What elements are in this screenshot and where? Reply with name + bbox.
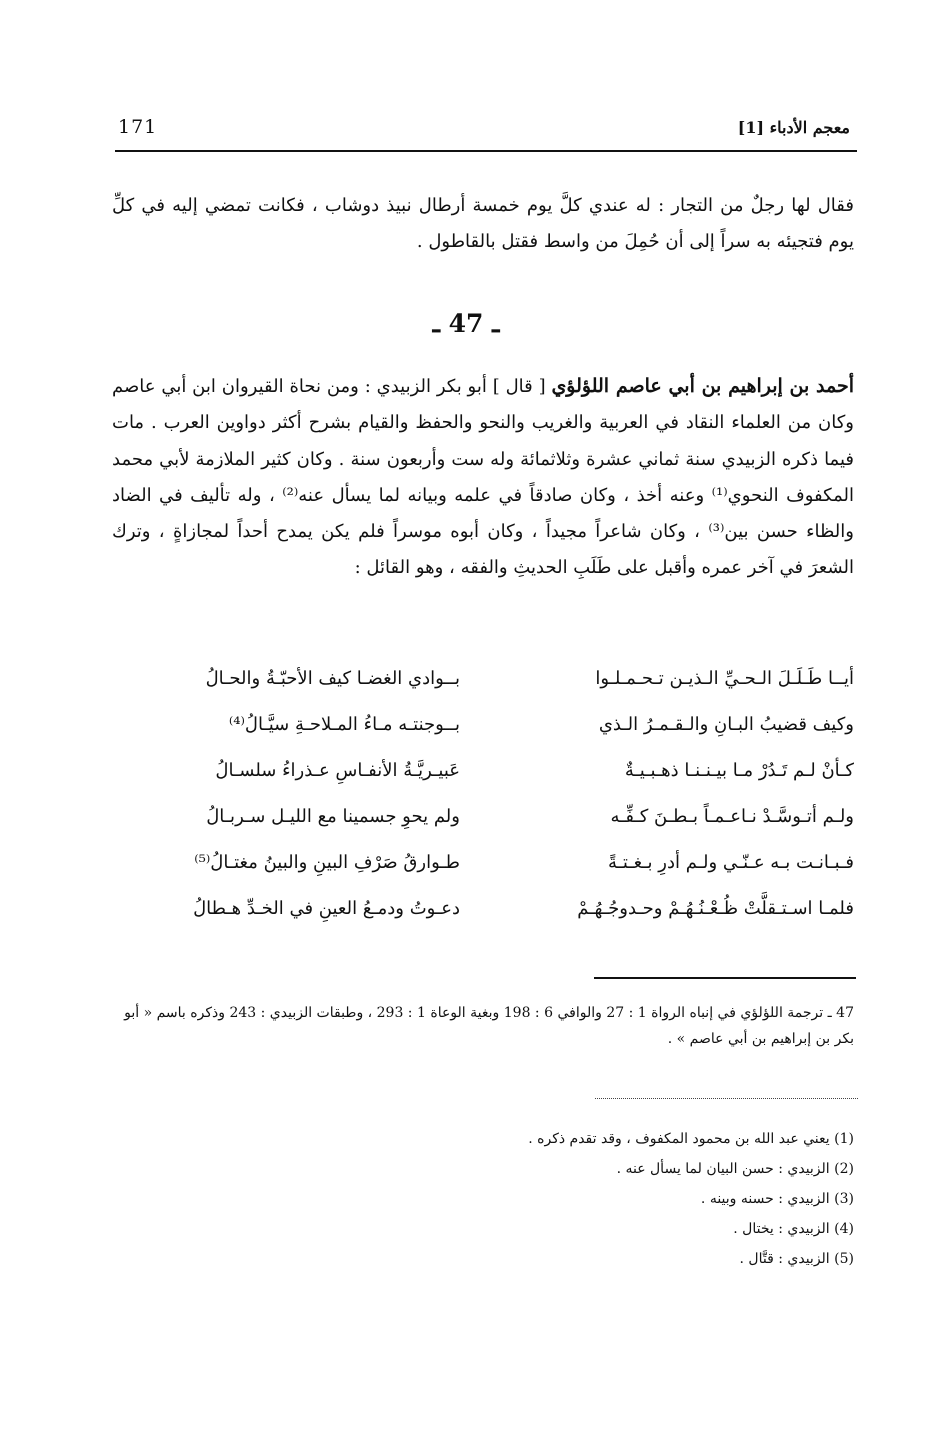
verse-first-hemistich: أيــا طَـلَـلَ الـحـيِّ الـذيـن تـحـمـلـوا <box>595 668 854 689</box>
footnote: (2) الزبيدي : حسن البيان لما يسأل عنه . <box>616 1161 854 1177</box>
verse-second-hemistich: دعـوتُ ودمـعُ العينِ في الخـدِّ هـطالُ <box>193 898 460 919</box>
footnote: (3) الزبيدي : حسنه وبينه . <box>700 1191 854 1207</box>
footnote: (4) الزبيدي : يختال . <box>733 1221 854 1237</box>
footnote: (1) يعني عبد الله بن محمود المكفوف ، وقد تقدم ذكره . <box>528 1131 854 1147</box>
header-rule <box>115 150 857 152</box>
poem-verse <box>108 668 854 714</box>
poem-verse <box>108 714 854 760</box>
footnotes-list <box>254 1124 854 1274</box>
footnote-separator <box>594 977 856 979</box>
intro-paragraph: فقال لها رجلٌ من التجار : له عندي كلَّ يوم خمسة أرطال نبيذ دوشاب ، فكانت تمضي إليه في كلِّ يوم فتجيئه به سراً إلى أن حُمِلَ من واسط فقتل بالقاطول . <box>112 195 854 253</box>
biography-name: أحمد بن إبراهيم بن أبي عاصم اللؤلؤي <box>551 375 854 397</box>
verse-second-hemistich: عَبيـريَّـةُ الأنفـاسِ عـذراءُ سلسـالُ <box>215 760 460 781</box>
verse-first-hemistich: فـبـانـت بـه عـنّـي ولـم أدرِ بـغـتـةً <box>607 852 854 873</box>
book-title: معجم الأدباء [1] <box>737 118 850 137</box>
verse-first-hemistich: وكيف قضيبُ البـانِ والـقـمـرُ الـذي <box>598 714 854 735</box>
poem-verse <box>108 806 854 852</box>
poem-verse <box>108 760 854 806</box>
biography-paragraph <box>112 368 854 587</box>
entry-number: ـ 47 ـ <box>432 309 500 338</box>
poem-verse <box>108 852 854 898</box>
verse-second-hemistich: ولم يحوِ جسمينا مع الليـل سـربـالُ <box>206 806 460 827</box>
verse-second-hemistich: طـوارقُ صَرْفِ البينِ والبينُ مغتـالُ⁽⁵⁾ <box>194 852 460 873</box>
poem-verse <box>108 898 854 944</box>
page-number: 171 <box>118 116 158 138</box>
biography-text: [ قال ] أبو بكر الزبيدي : ومن نحاة القيروان ابن أبي عاصم وكان من العلماء النقاد في العربية والغريب والنحو والحفظ والقيام بشرح أكثر دواوين العرب . مات فيما ذكره الزبيدي سنة ثماني عشرة وثلاثمائة وله ست وأربعون سنة . وكان كثير الملازمة لأبي محمد المكفوف النحوي⁽¹⁾ وعنه أخذ ، وكان صادقاً في علمه وبيانه لما يسأل عنه⁽²⁾ ، وله تأليف في الضاد والظاء حسن بين⁽³⁾ ، وكان شاعراً مجيداً ، وكان أبوه موسراً فلم يكن يمدح أحداً لمجازاةٍ ، وترك الشعرَ في آخر عمره وأقبل على طَلَبِ الحديثِ والفقه ، وهو القائل : <box>112 376 854 579</box>
verse-second-hemistich: بــوجنتـه مـاءُ المـلاحـةِ سيَّـالُ⁽⁴⁾ <box>228 714 460 735</box>
verse-first-hemistich: فلمـا اسـتـقلَّتْ ظُـعْـنُـهُـمْ وحـدوجُـهُـمْ <box>577 898 854 919</box>
verse-first-hemistich: كـأنْ لـم تَـدُرْ مـا بيـنـنـا ذهـبـيـةٌ <box>624 760 854 781</box>
footnote: (5) الزبيدي : قتَّال . <box>739 1251 854 1267</box>
source-note: 47 ـ ترجمة اللؤلؤي في إنباه الرواة 1 : 27 والوافي 6 : 198 وبغية الوعاة 1 : 293 ، وطبقات الزبيدي : 243 وذكره باسم « أبو بكر بن إبراهيم بن أبي عاصم » . <box>124 1005 854 1047</box>
verse-first-hemistich: ولـم أتـوسَّـدْ نـاعـمـاً بـطـنَ كـفِّـه <box>610 806 854 827</box>
verse-second-hemistich: بــوادي الغضـا كيف الأحبّـةُ والحـالُ <box>205 668 460 689</box>
dotted-separator <box>595 1098 858 1099</box>
